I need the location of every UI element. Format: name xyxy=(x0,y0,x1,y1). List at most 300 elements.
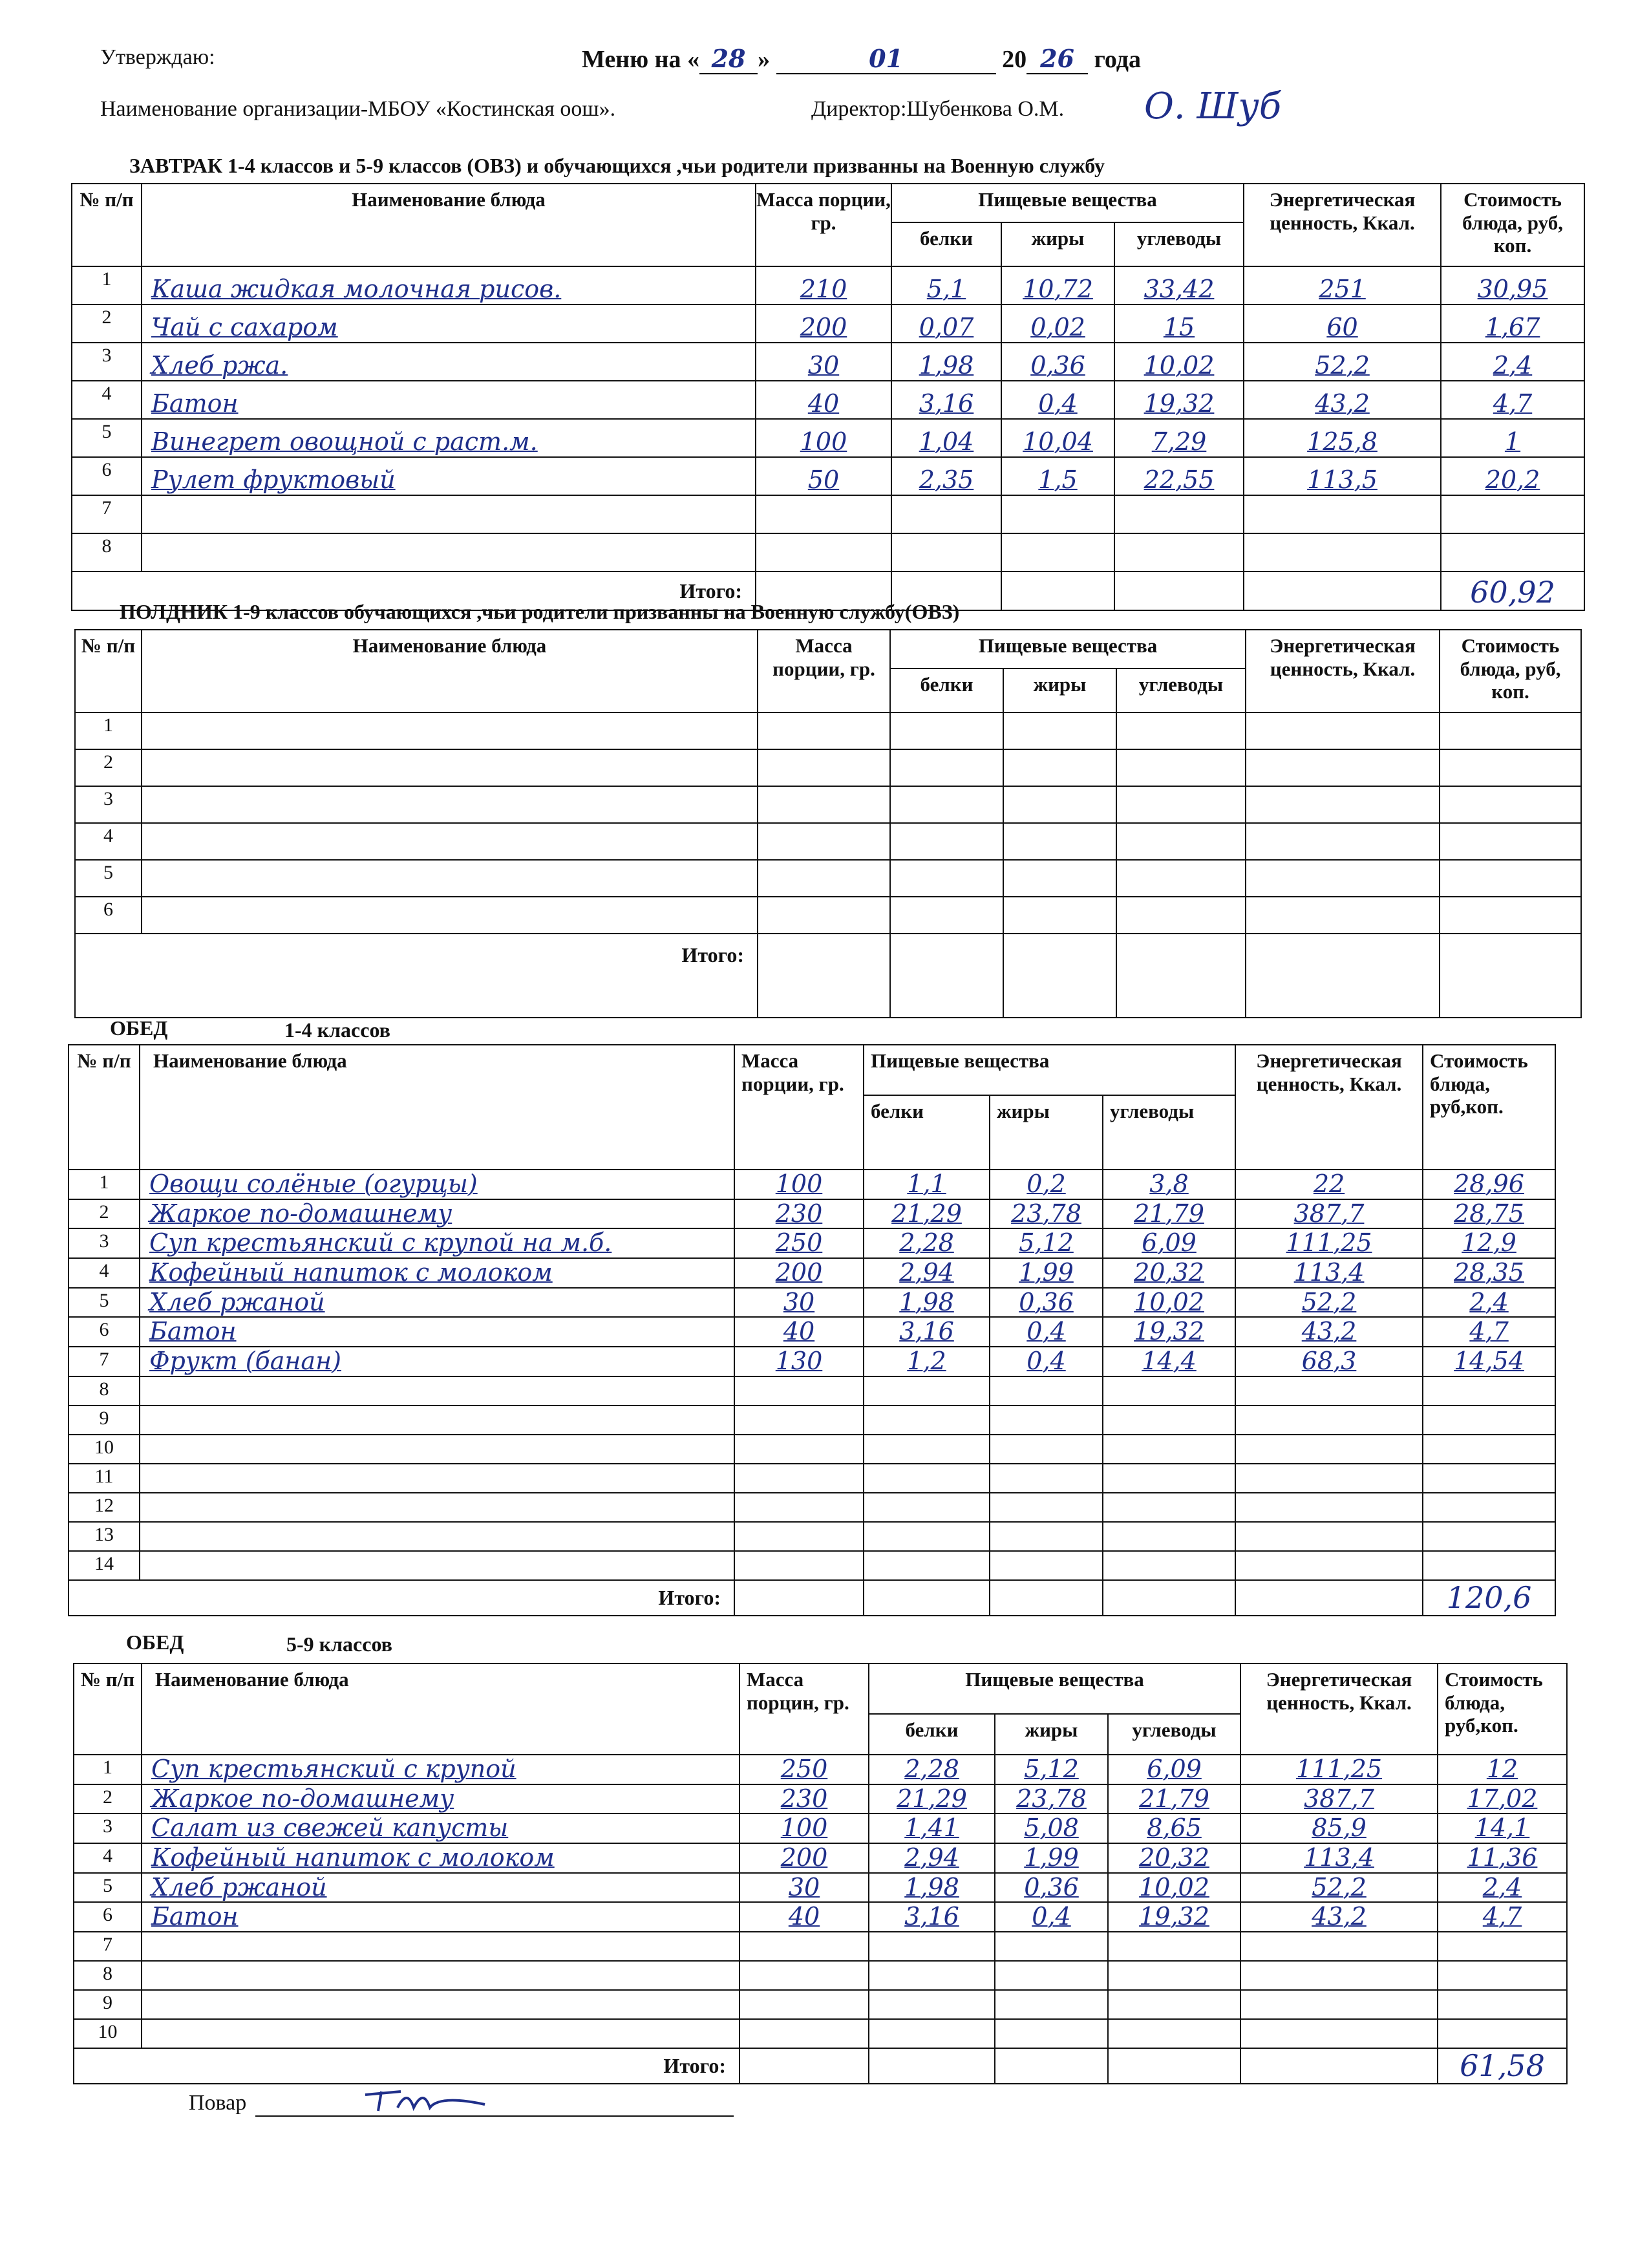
protein-value xyxy=(869,2019,995,2048)
row-number: 2 xyxy=(72,305,142,343)
cost-value xyxy=(1440,897,1581,934)
cost-value: 11,36 xyxy=(1438,1843,1567,1873)
menu-prefix: Меню на xyxy=(582,46,681,73)
cost-value xyxy=(1423,1435,1555,1464)
protein-value: 2,94 xyxy=(869,1843,995,1873)
protein-value: 0,07 xyxy=(891,305,1001,343)
table-row xyxy=(72,419,1584,457)
protein-value xyxy=(890,712,1003,749)
carbs-value: 22,55 xyxy=(1114,457,1244,495)
lunch14-subtitle: 1-4 классов xyxy=(284,1018,390,1042)
portion-mass: 200 xyxy=(734,1258,864,1288)
carbs-value xyxy=(1103,1522,1235,1551)
row-number: 7 xyxy=(74,1932,142,1961)
row-number: 6 xyxy=(75,897,142,934)
table-row xyxy=(69,1347,1555,1376)
fat-value: 23,78 xyxy=(995,1784,1108,1814)
menu-day: 28 xyxy=(699,44,758,74)
cost-value xyxy=(1423,1493,1555,1522)
protein-value: 3,16 xyxy=(864,1317,990,1347)
dish-name xyxy=(142,897,758,934)
portion-mass xyxy=(734,1522,864,1551)
carbs-value xyxy=(1116,860,1246,897)
energy-value: 113,4 xyxy=(1235,1258,1423,1288)
energy-value: 68,3 xyxy=(1235,1347,1423,1376)
energy-value: 22 xyxy=(1235,1170,1423,1199)
protein-value xyxy=(864,1493,990,1522)
fat-value xyxy=(990,1464,1103,1493)
protein-value: 1,98 xyxy=(869,1873,995,1903)
portion-mass xyxy=(758,786,890,823)
carbs-value: 15 xyxy=(1114,305,1244,343)
dish-name xyxy=(142,1932,739,1961)
carbs-value: 21,79 xyxy=(1103,1199,1235,1229)
energy-value xyxy=(1246,786,1440,823)
table-row xyxy=(75,786,1581,823)
approve-label: Утверждаю: xyxy=(100,45,215,69)
cost-value: 28,75 xyxy=(1423,1199,1555,1229)
row-number: 2 xyxy=(74,1784,142,1814)
row-number: 4 xyxy=(75,823,142,860)
cook-signature-line xyxy=(255,2115,734,2117)
col-mass: Масса порцин, гр. xyxy=(739,1664,869,1755)
fat-value: 1,99 xyxy=(995,1843,1108,1873)
row-number: 1 xyxy=(75,712,142,749)
snack-title: ПОЛДНИК 1-9 классов обучающихся ,чьи родители призванны на Военную службу(ОВЗ) xyxy=(120,600,960,623)
portion-mass: 100 xyxy=(739,1813,869,1843)
energy-value: 43,2 xyxy=(1244,381,1441,419)
fat-value xyxy=(990,1376,1103,1406)
carbs-value xyxy=(1114,533,1244,572)
energy-value: 387,7 xyxy=(1240,1784,1438,1814)
protein-value: 1,41 xyxy=(869,1813,995,1843)
carbs-value xyxy=(1116,823,1246,860)
carbs-value: 20,32 xyxy=(1108,1843,1240,1873)
dish-name xyxy=(142,1990,739,2019)
lunch14-title: ОБЕД xyxy=(110,1016,168,1040)
portion-mass: 230 xyxy=(739,1784,869,1814)
carbs-value xyxy=(1103,1435,1235,1464)
dish-name xyxy=(140,1464,734,1493)
dish-name: Жаркое по-домашнему xyxy=(140,1199,734,1229)
row-number: 3 xyxy=(69,1228,140,1258)
col-carbs: углеводы xyxy=(1103,1095,1235,1170)
dish-name: Чай с сахаром xyxy=(142,305,756,343)
carbs-value xyxy=(1108,2019,1240,2048)
protein-value xyxy=(890,860,1003,897)
dish-name: Жаркое по-домашнему xyxy=(142,1784,739,1814)
table-row xyxy=(69,1522,1555,1551)
col-name: Наименование блюда xyxy=(140,1045,734,1170)
row-number: 2 xyxy=(69,1199,140,1229)
protein-value xyxy=(869,1932,995,1961)
cost-value: 12,9 xyxy=(1423,1228,1555,1258)
fat-value: 0,2 xyxy=(990,1170,1103,1199)
snack-itogo-label: Итого: xyxy=(75,934,758,1018)
cost-value xyxy=(1423,1376,1555,1406)
menu-month: 01 xyxy=(776,44,996,74)
dish-name: Фрукт (банан) xyxy=(140,1347,734,1376)
dish-name: Салат из свежей капусты xyxy=(142,1813,739,1843)
energy-value: 85,9 xyxy=(1240,1813,1438,1843)
table-row xyxy=(72,343,1584,381)
energy-value xyxy=(1244,495,1441,533)
portion-mass: 200 xyxy=(756,305,891,343)
row-number: 1 xyxy=(72,266,142,305)
row-number: 6 xyxy=(72,457,142,495)
energy-value xyxy=(1235,1493,1423,1522)
portion-mass: 30 xyxy=(756,343,891,381)
cost-value: 14,1 xyxy=(1438,1813,1567,1843)
portion-mass: 30 xyxy=(739,1873,869,1903)
dish-name: Хлеб ржаной xyxy=(142,1873,739,1903)
row-number: 5 xyxy=(75,860,142,897)
fat-value: 10,72 xyxy=(1001,266,1114,305)
table-row xyxy=(74,1843,1567,1873)
col-nutrients: Пищевые вещества xyxy=(869,1664,1240,1714)
cost-value xyxy=(1438,2019,1567,2048)
energy-value xyxy=(1235,1522,1423,1551)
protein-value: 3,16 xyxy=(891,381,1001,419)
energy-value: 43,2 xyxy=(1240,1902,1438,1932)
fat-value: 23,78 xyxy=(990,1199,1103,1229)
protein-value xyxy=(869,1961,995,1990)
lunch59-table xyxy=(73,1663,1568,2084)
lunch59-total: 61,58 xyxy=(1438,2048,1567,2084)
cost-value: 2,4 xyxy=(1438,1873,1567,1903)
dish-name xyxy=(140,1376,734,1406)
table-row xyxy=(72,533,1584,572)
fat-value xyxy=(1003,897,1116,934)
menu-year-suffix: 26 xyxy=(1027,44,1088,74)
portion-mass xyxy=(734,1493,864,1522)
dish-name xyxy=(142,712,758,749)
dish-name xyxy=(142,1961,739,1990)
carbs-value: 10,02 xyxy=(1108,1873,1240,1903)
cost-value: 12 xyxy=(1438,1755,1567,1784)
fat-value xyxy=(990,1435,1103,1464)
carbs-value: 6,09 xyxy=(1103,1228,1235,1258)
col-energy: Энергетическая ценность, Ккал. xyxy=(1235,1045,1423,1170)
fat-value: 0,4 xyxy=(990,1347,1103,1376)
col-nutrients: Пищевые вещества xyxy=(891,184,1244,222)
table-row xyxy=(69,1435,1555,1464)
col-nutrients: Пищевые вещества xyxy=(890,630,1246,669)
protein-value xyxy=(864,1406,990,1435)
col-energy: Энергетическая ценность, Ккал. xyxy=(1244,184,1441,266)
table-row xyxy=(74,1873,1567,1903)
cost-value xyxy=(1440,860,1581,897)
protein-value: 1,1 xyxy=(864,1170,990,1199)
energy-value xyxy=(1246,749,1440,786)
energy-value xyxy=(1240,1932,1438,1961)
portion-mass xyxy=(734,1551,864,1580)
col-cost: Стоимость блюда, руб, коп. xyxy=(1440,630,1581,712)
fat-value: 5,12 xyxy=(995,1755,1108,1784)
row-number: 5 xyxy=(72,419,142,457)
table-row xyxy=(74,1755,1567,1784)
col-fat: жиры xyxy=(1001,222,1114,266)
col-protein: белки xyxy=(891,222,1001,266)
col-num: № п/п xyxy=(69,1045,140,1170)
fat-value: 0,4 xyxy=(995,1902,1108,1932)
cook-signature xyxy=(362,2082,491,2121)
protein-value xyxy=(864,1522,990,1551)
portion-mass: 250 xyxy=(734,1228,864,1258)
col-protein: белки xyxy=(890,669,1003,712)
dish-name: Овощи солёные (огурцы) xyxy=(140,1170,734,1199)
row-number: 5 xyxy=(69,1288,140,1318)
portion-mass xyxy=(739,1990,869,2019)
col-num: № п/п xyxy=(72,184,142,266)
cost-value xyxy=(1440,823,1581,860)
table-row xyxy=(74,1902,1567,1932)
cost-value: 4,7 xyxy=(1441,381,1584,419)
dish-name xyxy=(142,786,758,823)
portion-mass xyxy=(758,823,890,860)
cost-value: 2,4 xyxy=(1441,343,1584,381)
carbs-value: 19,32 xyxy=(1103,1317,1235,1347)
portion-mass: 40 xyxy=(756,381,891,419)
col-mass: Масса порции, гр. xyxy=(758,630,890,712)
cost-value: 4,7 xyxy=(1423,1317,1555,1347)
table-row xyxy=(74,1990,1567,2019)
row-number: 1 xyxy=(69,1170,140,1199)
carbs-value: 19,32 xyxy=(1114,381,1244,419)
energy-value: 52,2 xyxy=(1244,343,1441,381)
fat-value xyxy=(995,2019,1108,2048)
col-num: № п/п xyxy=(74,1664,142,1755)
breakfast-title: ЗАВТРАК 1-4 классов и 5-9 классов (ОВЗ) и обучающихся ,чьи родители призванны на Военную службу xyxy=(129,154,1105,177)
cost-value xyxy=(1423,1464,1555,1493)
carbs-value: 3,8 xyxy=(1103,1170,1235,1199)
col-mass: Масса порции, гр. xyxy=(756,184,891,266)
fat-value xyxy=(995,1932,1108,1961)
col-fat: жиры xyxy=(1003,669,1116,712)
col-num: № п/п xyxy=(75,630,142,712)
lunch14-total: 120,6 xyxy=(1423,1580,1555,1616)
col-fat: жиры xyxy=(995,1714,1108,1755)
col-mass: Масса порции, гр. xyxy=(734,1045,864,1170)
portion-mass: 250 xyxy=(739,1755,869,1784)
cook-label: Повар xyxy=(189,2091,247,2115)
portion-mass xyxy=(739,1961,869,1990)
energy-value: 111,25 xyxy=(1235,1228,1423,1258)
cost-value: 17,02 xyxy=(1438,1784,1567,1814)
table-row xyxy=(69,1199,1555,1229)
row-number: 10 xyxy=(74,2019,142,2048)
dish-name xyxy=(142,860,758,897)
col-cost: Стоимость блюда, руб,коп. xyxy=(1438,1664,1567,1755)
energy-value: 387,7 xyxy=(1235,1199,1423,1229)
table-row xyxy=(69,1228,1555,1258)
table-row xyxy=(72,495,1584,533)
carbs-value xyxy=(1108,1961,1240,1990)
energy-value xyxy=(1235,1406,1423,1435)
dish-name: Винегрет овощной с раст.м. xyxy=(142,419,756,457)
carbs-value xyxy=(1103,1551,1235,1580)
carbs-value xyxy=(1116,897,1246,934)
cost-value xyxy=(1423,1522,1555,1551)
cost-value xyxy=(1440,786,1581,823)
row-number: 5 xyxy=(74,1873,142,1903)
energy-value xyxy=(1246,897,1440,934)
carbs-value xyxy=(1103,1464,1235,1493)
energy-value xyxy=(1244,533,1441,572)
table-row xyxy=(69,1170,1555,1199)
energy-value: 60 xyxy=(1244,305,1441,343)
col-energy: Энергетическая ценность, Ккал. xyxy=(1240,1664,1438,1755)
dish-name: Батон xyxy=(142,1902,739,1932)
dish-name: Каша жидкая молочная рисов. xyxy=(142,266,756,305)
col-protein: белки xyxy=(864,1095,990,1170)
portion-mass xyxy=(734,1406,864,1435)
breakfast-total: 60,92 xyxy=(1441,572,1584,610)
table-row xyxy=(75,823,1581,860)
carbs-value: 14,4 xyxy=(1103,1347,1235,1376)
energy-value xyxy=(1246,712,1440,749)
energy-value xyxy=(1240,2019,1438,2048)
dish-name xyxy=(142,495,756,533)
cost-value xyxy=(1438,1932,1567,1961)
col-name: Наименование блюда xyxy=(142,184,756,266)
row-number: 3 xyxy=(72,343,142,381)
protein-value: 1,2 xyxy=(864,1347,990,1376)
cost-value xyxy=(1423,1406,1555,1435)
carbs-value xyxy=(1103,1376,1235,1406)
portion-mass xyxy=(758,712,890,749)
table-row xyxy=(69,1376,1555,1406)
table-row xyxy=(72,381,1584,419)
fat-value: 5,08 xyxy=(995,1813,1108,1843)
row-number: 12 xyxy=(69,1493,140,1522)
col-carbs: углеводы xyxy=(1108,1714,1240,1755)
menu-year-prefix: 20 xyxy=(1002,46,1027,73)
cost-value xyxy=(1423,1551,1555,1580)
carbs-value: 6,09 xyxy=(1108,1755,1240,1784)
row-number: 6 xyxy=(74,1902,142,1932)
cost-value: 28,35 xyxy=(1423,1258,1555,1288)
dish-name: Хлеб ржа. xyxy=(142,343,756,381)
dish-name xyxy=(140,1493,734,1522)
carbs-value: 33,42 xyxy=(1114,266,1244,305)
col-fat: жиры xyxy=(990,1095,1103,1170)
cost-value: 4,7 xyxy=(1438,1902,1567,1932)
menu-date: Меню на « 28 » 01 20 26 года xyxy=(582,44,1141,73)
energy-value xyxy=(1235,1376,1423,1406)
fat-value: 0,02 xyxy=(1001,305,1114,343)
energy-value: 111,25 xyxy=(1240,1755,1438,1784)
fat-value xyxy=(1001,495,1114,533)
dish-name: Батон xyxy=(142,381,756,419)
table-row xyxy=(74,1813,1567,1843)
row-number: 10 xyxy=(69,1435,140,1464)
portion-mass xyxy=(734,1464,864,1493)
table-row xyxy=(69,1464,1555,1493)
cost-value xyxy=(1438,1990,1567,2019)
portion-mass: 40 xyxy=(734,1317,864,1347)
carbs-value: 10,02 xyxy=(1114,343,1244,381)
energy-value xyxy=(1235,1551,1423,1580)
energy-value: 113,5 xyxy=(1244,457,1441,495)
fat-value: 5,12 xyxy=(990,1228,1103,1258)
portion-mass: 210 xyxy=(756,266,891,305)
table-row xyxy=(74,1932,1567,1961)
protein-value: 2,28 xyxy=(869,1755,995,1784)
table-row xyxy=(72,457,1584,495)
portion-mass: 130 xyxy=(734,1347,864,1376)
lunch59-itogo-label: Итого: xyxy=(74,2048,739,2084)
dish-name: Кофейный напиток с молоком xyxy=(140,1258,734,1288)
dish-name xyxy=(142,823,758,860)
dish-name xyxy=(140,1435,734,1464)
fat-value: 0,36 xyxy=(1001,343,1114,381)
fat-value xyxy=(1003,823,1116,860)
director-signature: О. Шуб xyxy=(1144,85,1282,127)
table-row xyxy=(69,1288,1555,1318)
portion-mass: 100 xyxy=(756,419,891,457)
protein-value: 1,98 xyxy=(864,1288,990,1318)
lunch59-title: ОБЕД xyxy=(126,1631,184,1654)
portion-mass xyxy=(758,749,890,786)
table-row xyxy=(69,1551,1555,1580)
protein-value xyxy=(890,749,1003,786)
carbs-value: 10,02 xyxy=(1103,1288,1235,1318)
cost-value: 20,2 xyxy=(1441,457,1584,495)
carbs-value: 8,65 xyxy=(1108,1813,1240,1843)
portion-mass xyxy=(734,1376,864,1406)
cost-value xyxy=(1441,495,1584,533)
dish-name: Рулет фруктовый xyxy=(142,457,756,495)
org-name: Наименование организации-МБОУ «Костинская оош». xyxy=(100,97,616,121)
portion-mass xyxy=(739,1932,869,1961)
cost-value: 1 xyxy=(1441,419,1584,457)
cost-value: 30,95 xyxy=(1441,266,1584,305)
row-number: 8 xyxy=(74,1961,142,1990)
cost-value: 14,54 xyxy=(1423,1347,1555,1376)
cost-value xyxy=(1440,712,1581,749)
fat-value xyxy=(1003,786,1116,823)
cost-value xyxy=(1441,533,1584,572)
protein-value: 5,1 xyxy=(891,266,1001,305)
col-nutrients: Пищевые вещества xyxy=(864,1045,1235,1095)
table-row xyxy=(72,305,1584,343)
row-number: 1 xyxy=(74,1755,142,1784)
row-number: 3 xyxy=(74,1813,142,1843)
protein-value: 2,35 xyxy=(891,457,1001,495)
table-row xyxy=(69,1258,1555,1288)
table-row xyxy=(69,1317,1555,1347)
row-number: 6 xyxy=(69,1317,140,1347)
cost-value: 1,67 xyxy=(1441,305,1584,343)
energy-value xyxy=(1235,1464,1423,1493)
portion-mass: 30 xyxy=(734,1288,864,1318)
fat-value xyxy=(990,1522,1103,1551)
fat-value xyxy=(995,1961,1108,1990)
dish-name xyxy=(142,533,756,572)
fat-value: 10,04 xyxy=(1001,419,1114,457)
table-row xyxy=(69,1493,1555,1522)
carbs-value xyxy=(1116,749,1246,786)
col-carbs: углеводы xyxy=(1116,669,1246,712)
table-row xyxy=(74,2019,1567,2048)
table-row xyxy=(75,749,1581,786)
breakfast-table xyxy=(71,183,1585,611)
col-carbs: углеводы xyxy=(1114,222,1244,266)
table-row xyxy=(74,1784,1567,1814)
row-number: 8 xyxy=(69,1376,140,1406)
row-number: 11 xyxy=(69,1464,140,1493)
